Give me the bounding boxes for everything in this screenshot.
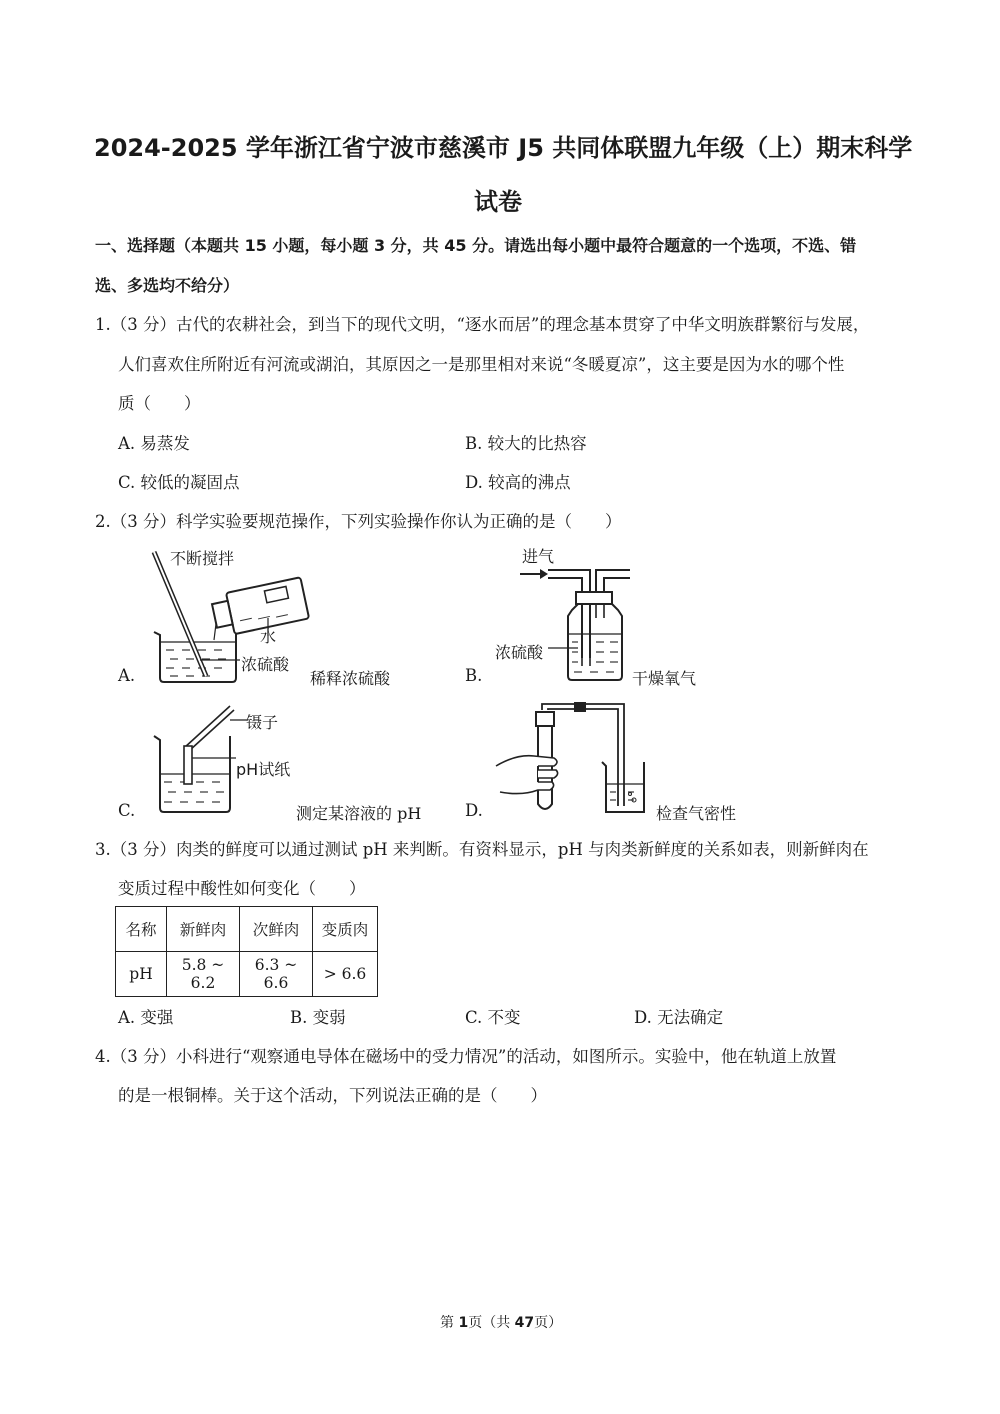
q1-option-b: B. 较大的比热容: [465, 434, 587, 453]
q2-figure-b: [518, 548, 638, 688]
page-title-line2: 试卷: [474, 188, 522, 216]
q2-c-label-tweezers: 镊子: [246, 713, 279, 732]
table-cell: > 6.6: [313, 952, 378, 997]
page-footer: [440, 1312, 562, 1332]
q3-option-c: C. 不变: [465, 1008, 521, 1027]
footer-suffix: 页）: [534, 1315, 563, 1331]
table-header-cell: 次鲜肉: [240, 907, 313, 952]
q2-stem: 2.（3 分）科学实验要规范操作，下列实验操作你认为正确的是（ ）: [95, 512, 622, 531]
table-cell: 5.8 ~ 6.2: [167, 952, 240, 997]
table-header-cell: 变质肉: [313, 907, 378, 952]
q2-option-b-letter: B.: [465, 666, 483, 685]
table-header-cell: 名称: [116, 907, 167, 952]
q2-c-label-paper: pH试纸: [236, 760, 291, 779]
q2-option-d-letter: D.: [465, 801, 483, 820]
page-title-line1: 2024-2025 学年浙江省宁波市慈溪市 J5 共同体联盟九年级（上）期末科学: [94, 134, 913, 162]
footer-total-pages: 47: [514, 1315, 535, 1331]
q2-option-a-caption: 稀释浓硫酸: [310, 669, 391, 688]
q2-option-c-caption: 测定某溶液的 pH: [296, 804, 422, 823]
table-cell: 6.3 ~ 6.6: [240, 952, 313, 997]
table-cell: pH: [116, 952, 167, 997]
q1-stem-line2: 人们喜欢住所附近有河流或湖泊，其原因之一是那里相对来说“冬暖夏凉”，这主要是因为水的哪个性: [118, 355, 845, 374]
q2-option-a-letter: A.: [118, 666, 136, 685]
table-header-cell: 新鲜肉: [167, 907, 240, 952]
footer-page-number: 1: [458, 1315, 469, 1331]
q3-stem-line2: 变质过程中酸性如何变化（ ）: [118, 879, 366, 898]
q1-stem-line1: 1.（3 分）古代的农耕社会，到当下的现代文明，“逐水而居”的理念基本贯穿了中华文明族群繁衍与发展，: [95, 315, 870, 334]
footer-mid: 页（共: [468, 1315, 515, 1331]
q2-b-label-acid: 浓硫酸: [495, 643, 544, 662]
q4-stem-line2: 的是一根铜棒。关于这个活动，下列说法正确的是（ ）: [118, 1086, 547, 1105]
q2-option-d-caption: 检查气密性: [656, 804, 737, 823]
q2-option-c-letter: C.: [118, 801, 136, 820]
q1-stem-line3: 质（ ）: [118, 394, 201, 413]
q2-b-label-in: 进气: [522, 547, 555, 566]
footer-prefix: 第: [440, 1315, 459, 1331]
q3-stem-line1: 3.（3 分）肉类的鲜度可以通过测试 pH 来判断。有资料显示，pH 与肉类新鲜度的关系如表，则新鲜肉在: [95, 840, 869, 859]
table-row: [116, 952, 378, 997]
q2-a-label-water: 水: [260, 627, 277, 646]
section-heading-line1: 一、选择题（本题共 15 小题，每小题 3 分，共 45 分。请选出每小题中最符合题意的一个选项，不选、错: [95, 236, 857, 255]
q1-option-d: D. 较高的沸点: [465, 473, 571, 492]
table-row: [116, 907, 378, 952]
q2-a-label-acid: 浓硫酸: [241, 655, 290, 674]
q1-option-c: C. 较低的凝固点: [118, 473, 240, 492]
ph-freshness-table: [115, 906, 378, 997]
section-heading-line2: 选、多选均不给分）: [95, 276, 240, 295]
q3-option-a: A. 变强: [118, 1008, 174, 1027]
q1-option-a: A. 易蒸发: [118, 434, 190, 453]
q2-figure-d: [494, 700, 664, 820]
q2-option-b-caption: 干燥氧气: [632, 669, 697, 688]
q3-option-b: B. 变弱: [290, 1008, 346, 1027]
q2-a-label-stir: 不断搅拌: [170, 549, 235, 568]
q4-stem-line1: 4.（3 分）小科进行“观察通电导体在磁场中的受力情况”的活动，如图所示。实验中，他在轨道上放置: [95, 1047, 837, 1066]
q3-option-d: D. 无法确定: [634, 1008, 724, 1027]
